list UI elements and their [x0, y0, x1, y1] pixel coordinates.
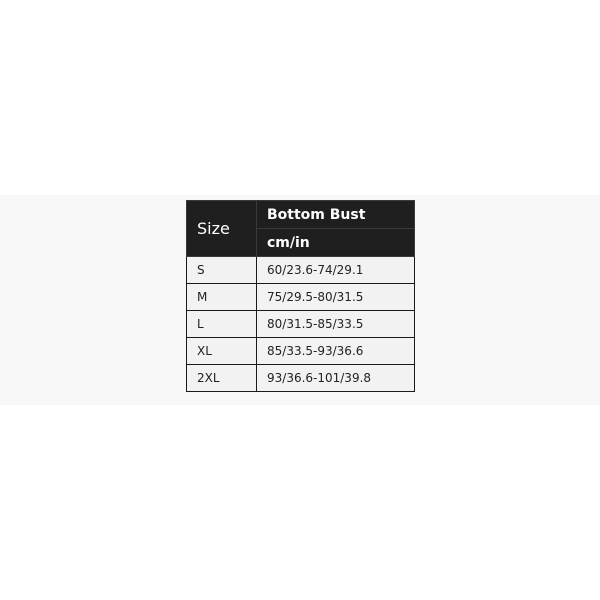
table-row — [187, 338, 415, 365]
header-bottom-bust: Bottom Bust — [257, 201, 415, 229]
table-body — [187, 257, 415, 392]
cell-size: 2XL — [187, 365, 257, 392]
header-row-top — [187, 201, 415, 229]
cell-bottom-bust: 80/31.5-85/33.5 — [257, 311, 415, 338]
cell-size: M — [187, 284, 257, 311]
table-row — [187, 257, 415, 284]
cell-size: L — [187, 311, 257, 338]
table-row — [187, 365, 415, 392]
cell-bottom-bust: 60/23.6-74/29.1 — [257, 257, 415, 284]
cell-bottom-bust: 85/33.5-93/36.6 — [257, 338, 415, 365]
cell-size: S — [187, 257, 257, 284]
cell-bottom-bust: 75/29.5-80/31.5 — [257, 284, 415, 311]
header-size: Size — [187, 201, 257, 257]
size-chart-table — [186, 200, 415, 392]
cell-bottom-bust: 93/36.6-101/39.8 — [257, 365, 415, 392]
table-row — [187, 311, 415, 338]
table-header — [187, 201, 415, 257]
header-unit: cm/in — [257, 229, 415, 257]
cell-size: XL — [187, 338, 257, 365]
table-row — [187, 284, 415, 311]
